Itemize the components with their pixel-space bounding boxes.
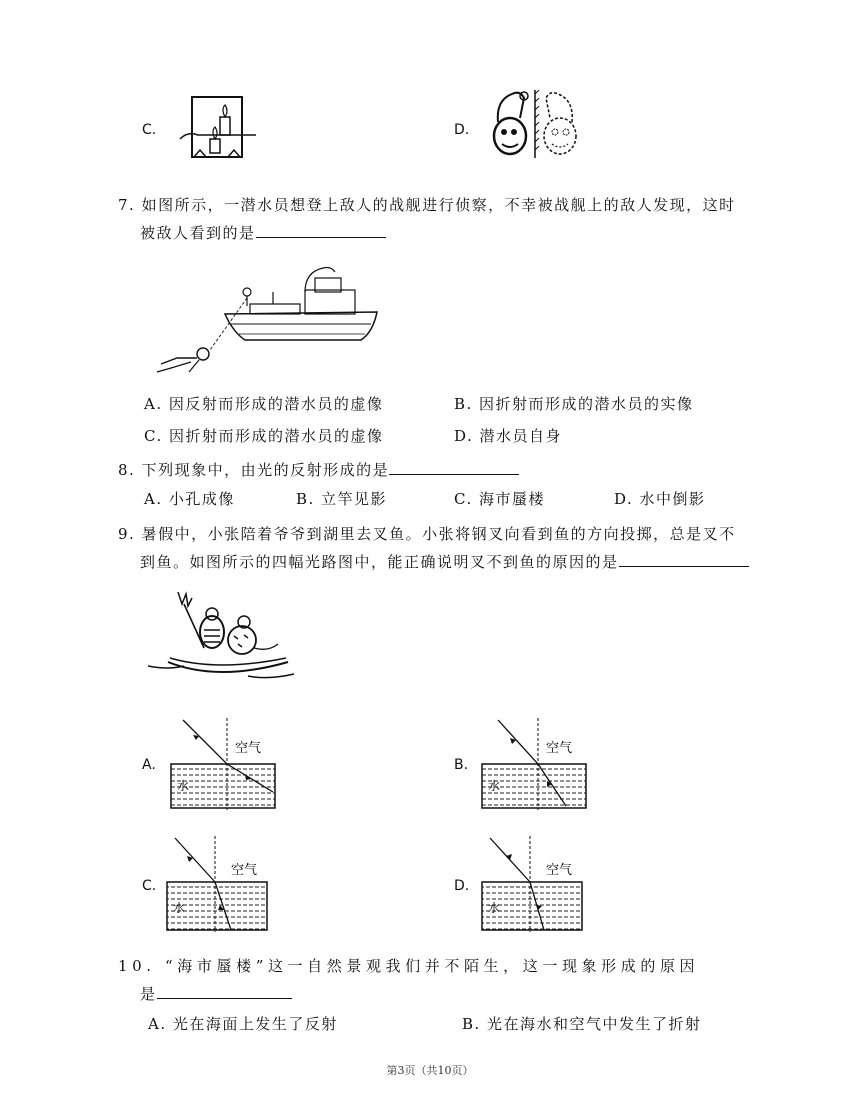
q7-question-line2: 被敌人看到的是 <box>140 222 386 243</box>
ray-diagram-c[interactable] <box>165 836 295 934</box>
q7-answer-blank[interactable] <box>256 223 386 238</box>
q8-question-line1: 8. 下列现象中，由光的反射形成的是 <box>118 459 519 480</box>
q10-question-line2: 是 <box>140 983 292 1004</box>
air-label: 空气 <box>546 863 573 878</box>
q8-option-d[interactable]: D. 水中倒影 <box>614 490 706 508</box>
q8-option-a[interactable]: A. 小孔成像 <box>144 490 235 508</box>
q7-option-c[interactable]: C. 因折射而形成的潜水员的虚像 <box>144 427 384 445</box>
q9-question-line1: 9. 暑假中，小张陪着爷爷到湖里去叉鱼。小张将钢叉向看到鱼的方向投掷，总是叉不 <box>118 525 736 543</box>
q7-option-b[interactable]: B. 因折射而形成的潜水员的实像 <box>454 395 694 413</box>
ray-diagram-b[interactable] <box>476 718 606 812</box>
air-label: 空气 <box>235 741 262 756</box>
q10-option-a[interactable]: A. 光在海面上发生了反射 <box>148 1015 338 1033</box>
q9-answer-blank[interactable] <box>619 552 749 567</box>
q10-option-b[interactable]: B. 光在海水和空气中发生了折射 <box>462 1015 702 1033</box>
water-label: 水 <box>173 901 186 915</box>
q9-option-a-label: A. <box>142 757 156 773</box>
q6-option-d-label: D. <box>454 122 470 138</box>
air-label: 空气 <box>231 863 258 878</box>
clown-mirror-figure <box>490 88 580 160</box>
air-label: 空气 <box>546 741 573 756</box>
q7-question-line1: 7. 如图所示，一潜水员想登上敌人的战舰进行侦察，不幸被战舰上的敌人发现，这时 <box>118 196 736 214</box>
ray-diagram-d[interactable] <box>480 836 610 934</box>
water-label: 水 <box>488 901 501 915</box>
q8-answer-blank[interactable] <box>389 460 519 475</box>
q7-option-a[interactable]: A. 因反射而形成的潜水员的虚像 <box>144 395 384 413</box>
q9-option-b-label: B. <box>454 757 469 773</box>
q9-option-d-label: D. <box>454 878 470 894</box>
water-label: 水 <box>177 779 190 793</box>
q8-option-b[interactable]: B. 立竿见影 <box>296 490 388 508</box>
q8-option-c[interactable]: C. 海市蜃楼 <box>454 490 545 508</box>
q10-question-line1: 10. “海市蜃楼”这一自然景观我们并不陌生，这一现象形成的原因 <box>118 957 700 975</box>
q10-answer-blank[interactable] <box>157 984 292 999</box>
diver-warship-figure <box>155 262 385 382</box>
q6-option-c-label: C. <box>142 122 157 138</box>
q9-question-line2: 到鱼。如图所示的四幅光路图中，能正确说明叉不到鱼的原因的是 <box>140 551 749 572</box>
candle-mirror-figure <box>178 95 258 167</box>
q7-option-d[interactable]: D. 潜水员自身 <box>454 427 563 445</box>
ray-diagram-a[interactable] <box>165 718 295 812</box>
q9-option-c-label: C. <box>142 878 157 894</box>
page-footer: 第3页（共10页） <box>386 1064 474 1077</box>
water-label: 水 <box>488 779 501 793</box>
fishing-boat-figure <box>148 582 298 692</box>
